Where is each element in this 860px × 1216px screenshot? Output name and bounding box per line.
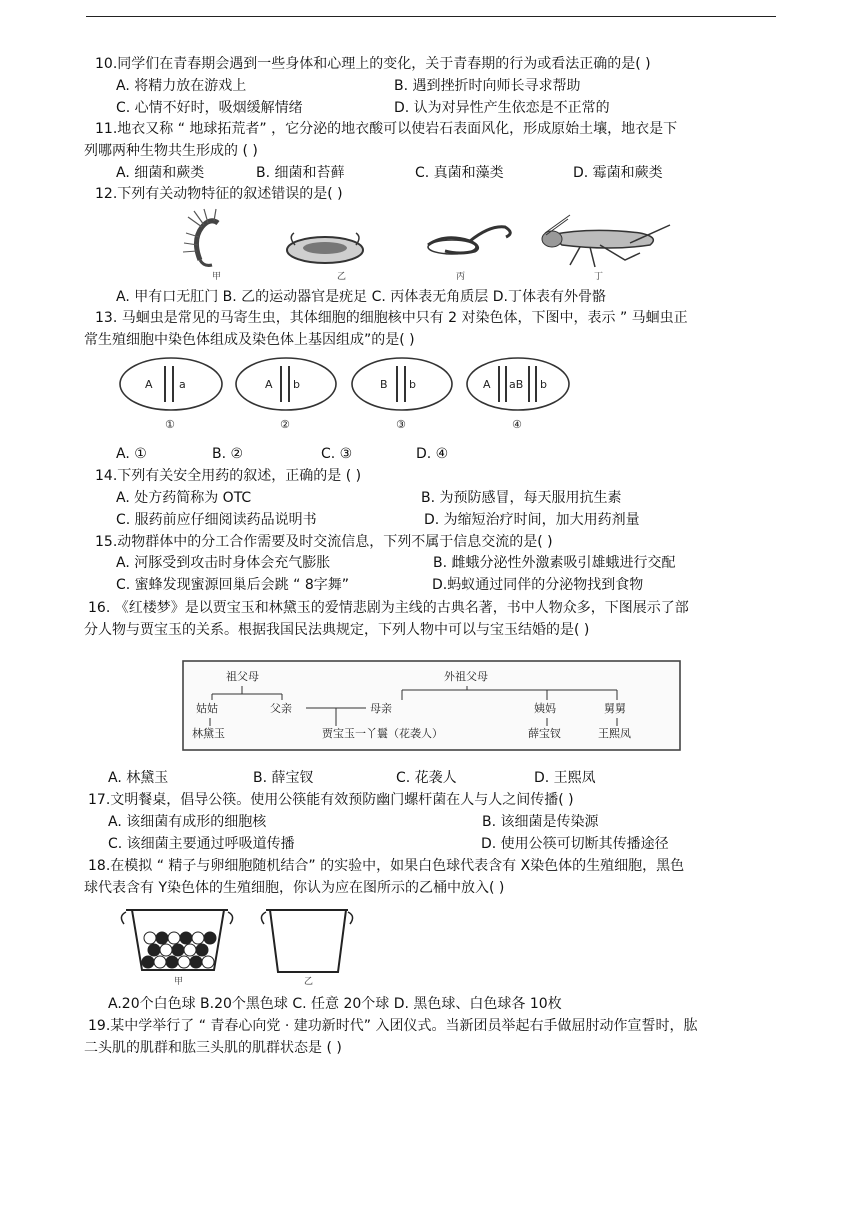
cell-2 [236,358,336,431]
q11-stem-line1: 11.地衣又称 “ 地球拓荒者” ，它分泌的地衣酸可以使岩石表面风化，形成原始土壤，地衣是下 [95,121,678,137]
cell-2-gene-right: b [293,378,300,391]
bucket-ball [196,944,208,956]
animal-jia-drawing [183,209,218,265]
bucket-ball [172,944,184,956]
q14-option-a: A. 处方药简称为 OTC [116,490,252,506]
bucket-ball [144,932,156,944]
header-rule [86,16,776,17]
q17-stem: 17.文明餐桌，倡导公筷。使用公筷能有效预防幽门螺杆菌在人与人之间传播( ) [88,792,574,808]
tree-maternal-grandparents: 外祖父母 [444,670,488,683]
animal-label-bing: 丙 [456,272,466,282]
q13-stem-line1: 13. 马蛔虫是常见的马寄生虫，其体细胞的细胞核中只有 2 对染色体，下图中，表示 ” 马蛔虫正 [95,310,688,326]
q15-option-d: D.蚂蚁通过同伴的分泌物找到食物 [432,577,644,593]
q10-option-b: B. 遇到挫折时向师长寻求帮助 [394,78,581,94]
bucket-ball [204,932,216,944]
cell-4-gene-right: b [540,378,547,391]
q13-option-d: D. ④ [416,446,449,462]
cell-1 [120,358,222,431]
q19-stem-line1: 19.某中学举行了 “ 青春心向党 · 建功新时代” 入团仪式。当新团员举起右手做屈肘动作宣誓时，肱 [88,1018,698,1034]
q16-option-a: A. 林黛玉 [108,770,169,786]
q16-family-tree [182,660,682,752]
q15-option-b: B. 雌蛾分泌性外激素吸引雄蛾进行交配 [433,555,676,571]
tree-xifeng: 王熙凤 [598,727,631,740]
bucket-ball [192,932,204,944]
tree-daiyu: 林黛玉 [192,727,225,740]
q11-stem-line2: 列哪两种生物共生形成的 ( ) [84,143,258,159]
q13-option-c: C. ③ [321,446,353,462]
q13-option-b: B. ② [212,446,244,462]
bucket-yi [261,910,352,972]
q15-stem: 15.动物群体中的分工合作需要及时交流信息，下列不属于信息交流的是( ) [95,534,553,550]
q14-option-b: B. 为预防感冒，每天服用抗生素 [421,490,622,506]
q14-option-d: D. 为缩短治疗时间，加大用药剂量 [424,512,640,528]
bucket-ball [190,956,202,968]
bucket-ball [154,956,166,968]
q12-animals-figure [170,205,690,283]
q11-option-b: B. 细菌和苔藓 [256,165,345,181]
cell-4-gene-mid: aB [509,378,524,391]
cell-3-gene-left: B [380,378,388,391]
cell-3-gene-right: b [409,378,416,391]
bucket-ball [166,956,178,968]
q14-option-c: C. 服药前应仔细阅读药品说明书 [116,512,317,528]
cell-4-gene-left: A [483,378,491,391]
animal-bing-drawing [428,227,510,254]
q10-stem: 10.同学们在青春期会遇到一些身体和心理上的变化，关于青春期的行为或看法正确的是( ) [95,56,651,72]
bucket-ball [142,956,154,968]
q13-cells-figure [115,352,575,434]
cell-2-number: ② [280,418,290,431]
q13-stem-line2: 常生殖细胞中染色体组成及染色体上基因组成”的是( ) [84,332,415,348]
tree-baochai: 薛宝钗 [528,727,561,740]
q10-option-d: D. 认为对异性产生依恋是不正常的 [394,100,610,116]
q19-stem-line2: 二头肌的肌群和肱三头肌的肌群状态是 ( ) [84,1040,342,1056]
cell-3 [352,358,452,431]
q11-option-d: D. 霉菌和蕨类 [573,165,663,181]
bucket-label-yi: 乙 [304,977,314,987]
q15-option-a: A. 河豚受到攻击时身体会充气膨胀 [116,555,331,571]
bucket-ball [180,932,192,944]
cell-1-number: ① [165,418,175,431]
tree-grandparents: 祖父母 [226,670,259,683]
q15-option-c: C. 蜜蜂发现蜜源回巢后会跳 “ 8字舞” [116,577,349,593]
animal-ding-drawing [542,215,670,267]
q11-option-a: A. 细菌和蕨类 [116,165,205,181]
cell-1-gene-right: a [179,378,186,391]
q16-option-d: D. 王熙凤 [534,770,596,786]
bucket-ball [178,956,190,968]
bucket-ball [168,932,180,944]
q13-option-a: A. ① [116,446,147,462]
bucket-label-jia: 甲 [174,977,184,987]
tree-father: 父亲 [270,702,292,715]
animal-label-ding: 丁 [594,272,604,282]
q18-buckets-figure [118,900,358,988]
q17-option-d: D. 使用公筷可切断其传播途径 [481,836,669,852]
bucket-ball [202,956,214,968]
q18-stem-line2: 球代表含有 Y染色体的生殖细胞，你认为应在图所示的乙桶中放入( ) [84,880,505,896]
tree-aunt: 姑姑 [196,702,218,715]
q18-stem-line1: 18.在模拟 “ 精子与卵细胞随机结合” 的实验中，如果白色球代表含有 X染色体的生殖细胞，黑色 [88,858,685,874]
q16-option-b: B. 薛宝钗 [253,770,314,786]
bucket-ball [156,932,168,944]
q10-option-a: A. 将精力放在游戏上 [116,78,247,94]
tree-mother: 母亲 [370,702,392,715]
q18-options: A.20个白色球 B.20个黑色球 C. 任意 20个球 D. 黑色球、白色球各 10枚 [108,996,562,1012]
q17-option-b: B. 该细菌是传染源 [482,814,599,830]
bucket-ball [148,944,160,956]
q14-stem: 14.下列有关安全用药的叙述，正确的是 ( ) [95,468,362,484]
bucket-jia [121,910,232,970]
tree-baoyu: 贾宝玉一丫鬟（花袭人） [322,727,443,740]
cell-2-gene-left: A [265,378,273,391]
animal-yi-drawing [287,233,363,263]
q12-stem: 12.下列有关动物特征的叙述错误的是( ) [95,186,343,202]
q10-option-c: C. 心情不好时，吸烟缓解情绪 [116,100,303,116]
tree-maternal-aunt: 姨妈 [534,702,556,715]
cell-4 [467,358,569,431]
cell-3-number: ③ [396,418,406,431]
bucket-ball [160,944,172,956]
q17-option-c: C. 该细菌主要通过呼吸道传播 [108,836,295,852]
bucket-ball [184,944,196,956]
q16-stem-line1: 16. 《红楼梦》是以贾宝玉和林黛玉的爱情悲剧为主线的古典名著，书中人物众多，下图展示了部 [88,600,689,616]
cell-4-number: ④ [512,418,522,431]
q17-option-a: A. 该细菌有成形的细胞核 [108,814,267,830]
animal-label-jia: 甲 [212,272,222,282]
cell-1-gene-left: A [145,378,153,391]
q16-option-c: C. 花袭人 [396,770,457,786]
q12-options: A. 甲有口无肛门 B. 乙的运动器官是疣足 C. 丙体表无角质层 D.丁体表有外骨骼 [116,289,606,305]
tree-uncle: 舅舅 [604,702,626,715]
q16-stem-line2: 分人物与贾宝玉的关系。根据我国民法典规定，下列人物中可以与宝玉结婚的是( ) [84,622,590,638]
q11-option-c: C. 真菌和藻类 [415,165,504,181]
animal-label-yi: 乙 [337,272,347,282]
